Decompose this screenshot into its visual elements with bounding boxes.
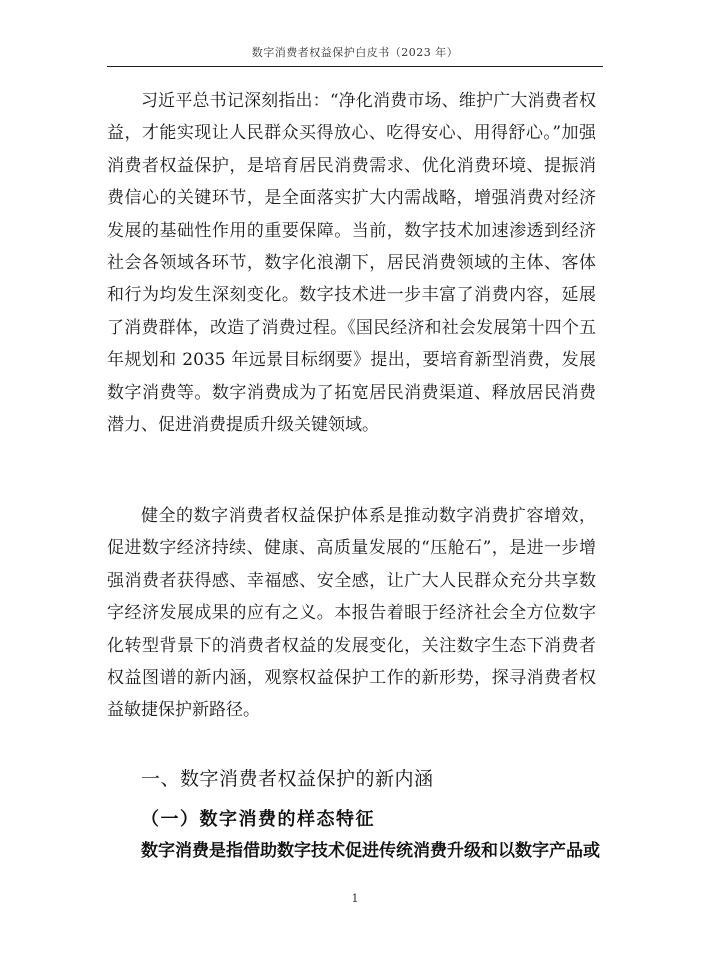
body-paragraph: 健全的数字消费者权益保护体系是推动数字消费扩容增效，促进数字经济持续、健康、高质量发展的“压舱石”，是进一步增强消费者获得感、幸福感、安全感，让广大人民群众充分共享数字经济发展成果的应有之义。本报告着眼于经济社会全方位数字化转型背景下的消费者权益的发展变化，关注数字生态下消费者权益图谱的新内涵，观察权益保护工作的新形势，探寻消费者权益敏捷保护新路径。 (107, 506, 596, 721)
page-number: 1 (351, 892, 359, 905)
body-paragraph: 习近平总书记深刻指出：“净化消费市场、维护广大消费者权益，才能实现让人民群众买得放心、吃得安心、用得舒心。”加强消费者权益保护，是培育居民消费需求、优化消费环境、提振消费信心的关键环节，是全面落实扩大内需战略，增强消费对经济发展的基础性作用的重要保障。当前，数字技术加速渗透到经济社会各领域各环节，数字化浪潮下，居民消费领域的主体、客体和行为均发生深刻变化。数字技术进一步丰富了消费内容，延展了消费群体，改造了消费过程。《国民经济和社会发展第十四个五年规划和 2035 年远景目标纲要》提出，要培育新型消费，发展数字消费等。数字消费成为了拓宽居民消费渠道、释放居民消费潜力、促进消费提质升级关键领域。 (107, 91, 596, 436)
running-header: 数字消费者权益保护白皮书（2023 年） (251, 46, 459, 59)
header-rule (107, 66, 603, 67)
lead-sentence: 数字消费是指借助数字技术促进传统消费升级和以数字产品或 (141, 841, 600, 861)
subsection-heading: （一）数字消费的样态特征 (141, 809, 375, 830)
section-heading: 一、数字消费者权益保护的新内涵 (141, 768, 434, 790)
